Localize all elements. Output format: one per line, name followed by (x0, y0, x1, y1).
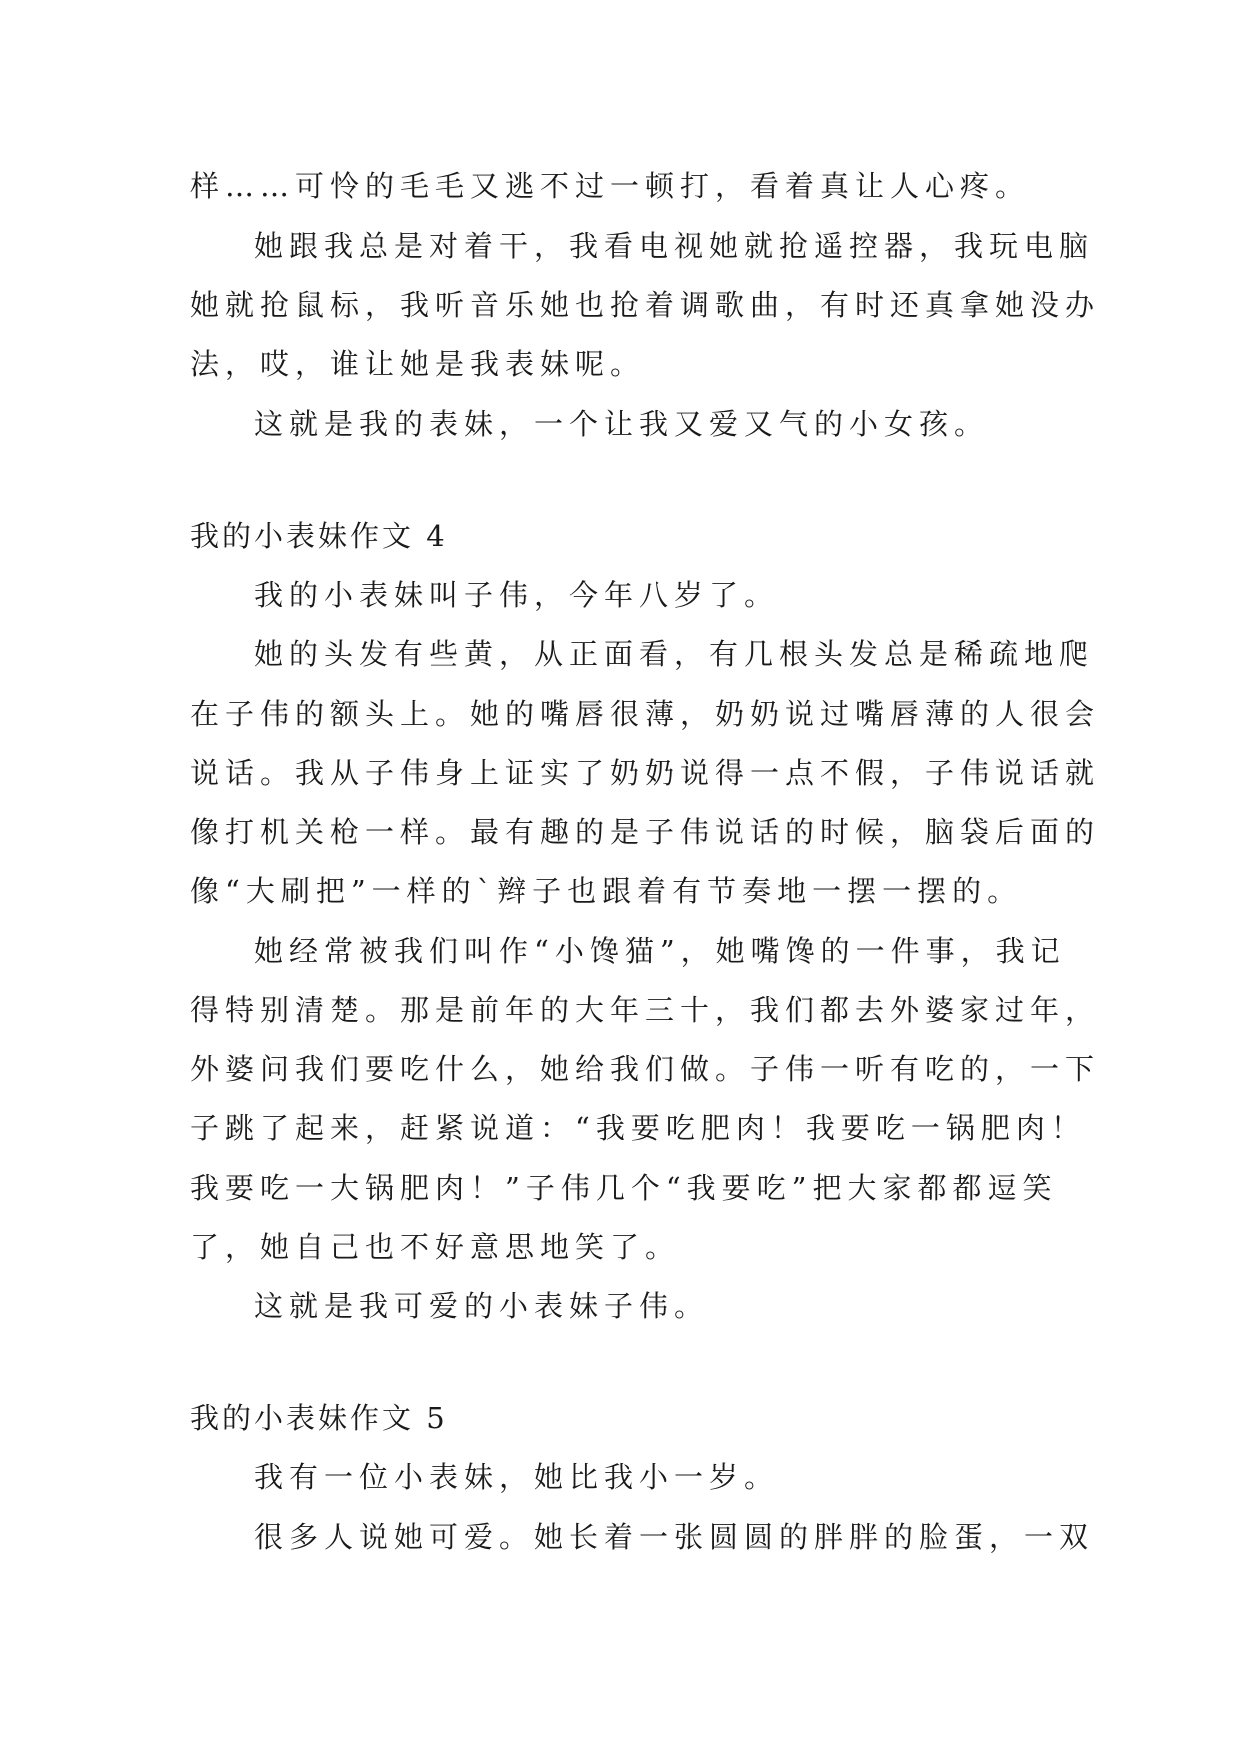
paragraph-line: 这就是我可爱的小表妹子伟。 (254, 1289, 710, 1323)
paragraph-line: 在子伟的额头上。她的嘴唇很薄，奶奶说过嘴唇薄的人很会 (190, 697, 1101, 731)
paragraph-line: 子跳了起来，赶紧说道：“我要吃肥肉！我要吃一锅肥肉！ (190, 1111, 1086, 1145)
paragraph-line: 她跟我总是对着干，我看电视她就抢遥控器，我玩电脑 (254, 229, 1095, 263)
section-heading: 我的小表妹作文 5 (190, 1401, 448, 1435)
paragraph-line: 像“大刷把”一样的`辫子也跟着有节奏地一摆一摆的。 (190, 874, 1023, 908)
paragraph-line: 外婆问我们要吃什么，她给我们做。子伟一听有吃的，一下 (190, 1052, 1101, 1086)
paragraph-line: 这就是我的表妹，一个让我又爱又气的小女孩。 (254, 407, 990, 441)
paragraph-line: 了，她自己也不好意思地笑了。 (190, 1230, 681, 1264)
paragraph-line: 她的头发有些黄，从正面看，有几根头发总是稀疏地爬 (254, 637, 1095, 671)
paragraph-line: 得特别清楚。那是前年的大年三十，我们都去外婆家过年， (190, 993, 1101, 1027)
section-heading: 我的小表妹作文 4 (190, 519, 448, 553)
paragraph-line: 我要吃一大锅肥肉！”子伟几个“我要吃”把大家都都逗笑 (190, 1171, 1058, 1205)
paragraph-line: 我的小表妹叫子伟，今年八岁了。 (254, 578, 780, 612)
paragraph-line: 她就抢鼠标，我听音乐她也抢着调歌曲，有时还真拿她没办 (190, 288, 1101, 322)
paragraph-line: 说话。我从子伟身上证实了奶奶说得一点不假，子伟说话就 (190, 756, 1101, 790)
paragraph-line: 法，哎，谁让她是我表妹呢。 (190, 347, 646, 381)
paragraph-line: 我有一位小表妹，她比我小一岁。 (254, 1460, 780, 1494)
paragraph-line: 她经常被我们叫作“小馋猫”，她嘴馋的一件事，我记 (254, 934, 1066, 968)
paragraph-line: 样……可怜的毛毛又逃不过一顿打，看着真让人心疼。 (190, 169, 1031, 203)
paragraph-line: 像打机关枪一样。最有趣的是子伟说话的时候，脑袋后面的 (190, 815, 1101, 849)
paragraph-line: 很多人说她可爱。她长着一张圆圆的胖胖的脸蛋，一双 (254, 1520, 1095, 1554)
